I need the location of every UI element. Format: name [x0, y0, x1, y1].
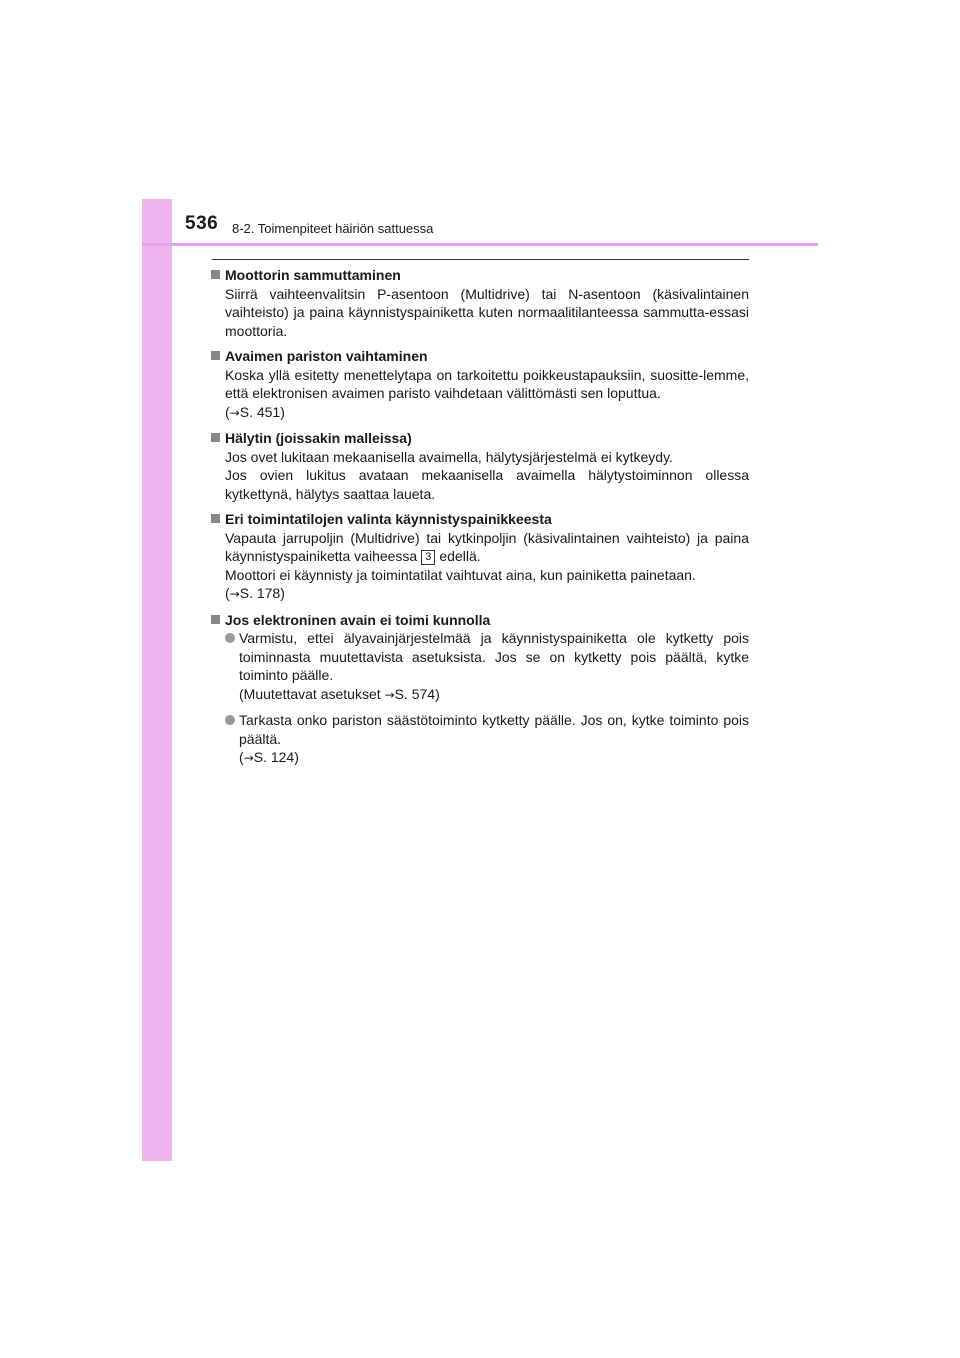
- arrow-right-icon: →: [229, 587, 240, 601]
- section-text: Koska yllä esitetty menettelytapa on tarkoitettu poikkeustapauksiin, suositte-lemme, että elektronisen avaimen paristo vaihdetaan välittömästi sen loputtua.: [225, 366, 749, 401]
- section-text: Vapauta jarrupoljin (Multidrive) tai kytkinpoljin (käsivalintainen vaihteisto) ja paina käynnistyspainiketta vaiheessa 3 edellä.: [225, 529, 749, 564]
- section-heading: Hälytin (joissakin malleissa): [211, 429, 749, 448]
- page-reference[interactable]: (Muutettavat asetukset →S. 574): [239, 685, 440, 702]
- step-number-box: 3: [421, 550, 435, 565]
- section-battery-change: [211, 347, 749, 422]
- square-bullet-icon: [211, 270, 220, 279]
- list-item: Varmistu, ettei älyavainjärjestelmää ja käynnistyspainiketta ole kytketty pois toiminnasta muutettavista asetuksista. Jos se on kytketty pois päältä, kytke toiminto päälle. (Muutettavat asetukset →S. 574): [211, 629, 749, 704]
- page-reference[interactable]: (→S. 178): [225, 585, 285, 601]
- circle-bullet-icon: [225, 715, 235, 725]
- arrow-right-icon: →: [384, 687, 395, 702]
- content-top-rule: [212, 259, 749, 260]
- header-line: [142, 243, 818, 246]
- section-title: 8-2. Toimenpiteet häiriön sattuessa: [232, 221, 434, 236]
- square-bullet-icon: [211, 514, 220, 523]
- section-engine-stop: [211, 266, 749, 340]
- chapter-sidebar-tab: [142, 199, 172, 1161]
- section-text: Jos ovien lukitus avataan mekaanisella avaimella hälytystoiminnon ollessa kytkettynä, hälytys saattaa laueta.: [225, 467, 749, 502]
- page-number: 536: [185, 213, 219, 234]
- square-bullet-icon: [211, 615, 220, 624]
- square-bullet-icon: [211, 351, 220, 360]
- arrow-right-icon: →: [229, 405, 240, 420]
- section-text: Siirrä vaihteenvalitsin P-asentoon (Multidrive) tai N-asentoon (käsivalintainen vaihteisto) ja paina käynnistyspainiketta kuten normaalitilanteessa sammutta-essasi moottoria.: [225, 285, 749, 339]
- section-mode-selection: [211, 510, 749, 604]
- section-alarm: [211, 429, 749, 503]
- section-text: Moottori ei käynnisty ja toimintatilat vaihtuvat aina, kun painiketta painetaan.: [225, 566, 696, 583]
- arrow-right-icon: →: [243, 751, 254, 765]
- circle-bullet-icon: [225, 633, 235, 643]
- section-key-malfunction: [211, 611, 749, 768]
- square-bullet-icon: [211, 433, 220, 442]
- section-heading: Eri toimintatilojen valinta käynnistyspainikkeesta: [211, 510, 749, 529]
- content: [211, 266, 749, 775]
- list-item: Tarkasta onko pariston säästötoiminto kytketty päälle. Jos on, kytke toiminto pois päältä. (→S. 124): [211, 711, 749, 768]
- section-heading: Jos elektroninen avain ei toimi kunnolla: [211, 611, 749, 630]
- page-reference[interactable]: (→S. 124): [239, 749, 299, 765]
- section-text: Jos ovet lukitaan mekaanisella avaimella, hälytysjärjestelmä ei kytkeydy.: [225, 448, 673, 465]
- section-heading: Moottorin sammuttaminen: [211, 266, 749, 285]
- page-reference[interactable]: (→S. 451): [225, 403, 285, 420]
- section-heading: Avaimen pariston vaihtaminen: [211, 347, 749, 366]
